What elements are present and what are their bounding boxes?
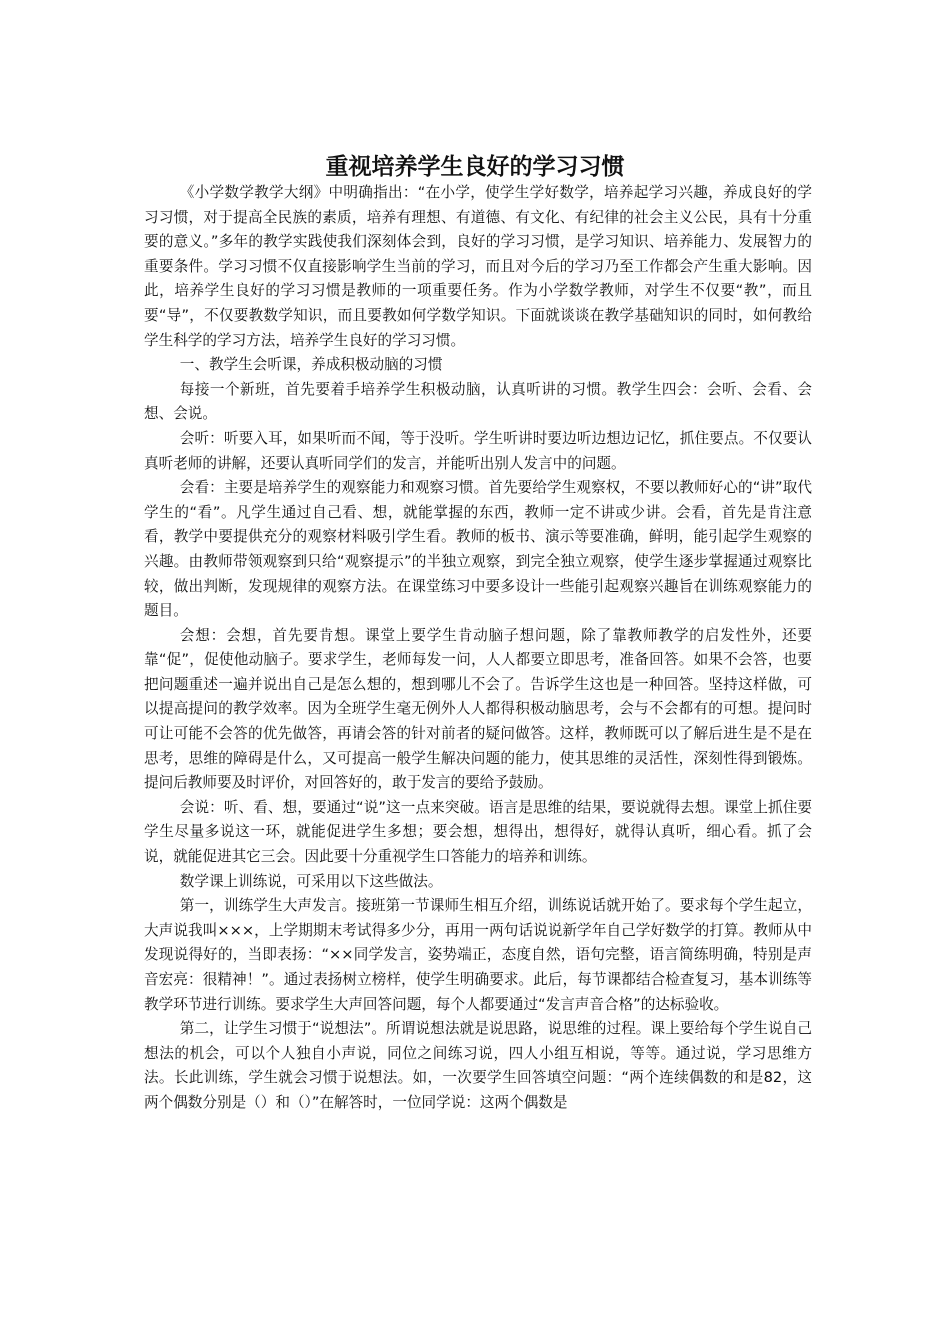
- paragraph-method-two: 第二，让学生习惯于“说想法”。所谓说想法就是说思路，说思维的过程。课上要给每个学生说自己想法的机会，可以个人独自小声说，同位之间练习说，四人小组互相说，等等。通过说，学习思维方法。长此训练，学生就会习惯于说想法。如，一次要学生回答填空问题：“两个连续偶数的和是82，这两个偶数分别是（）和（）”在解答时，一位同学说：这两个偶数是: [144, 1020, 812, 1111]
- paragraph-four-skills: 每接一个新班，首先要着手培养学生积极动脑，认真听讲的习惯。教学生四会：会听、会看、会想、会说。: [144, 380, 812, 423]
- paragraph-intro: 《小学数学教学大纲》中明确指出：“在小学，使学生学好数学，培养起学习兴趣，养成良好的学习习惯，对于提高全民族的素质，培养有理想、有道德、有文化、有纪律的社会主义公民，具有十分重要的意义。”多年的教学实践使我们深刻体会到，良好的学习习惯，是学习知识、培养能力、发展智力的重要条件。学习习惯不仅直接影响学生当前的学习，而且对今后的学习乃至工作都会产生重大影响。因此，培养学生良好的学习习惯是教师的一项重要任务。作为小学数学教师，对学生不仅要“教”，而且要“导”，不仅要教数学知识，而且要教如何学数学知识。下面就谈谈在教学基础知识的同时，如何教给学生科学的学习方法，培养学生良好的学习习惯。: [144, 184, 813, 349]
- paragraph-think: 会想：会想，首先要肯想。课堂上要学生肯动脑子想问题，除了靠教师教学的启发性外，还要靠“促”，促使他动脑子。要求学生，老师每发一问，人人都要立即思考，准备回答。如果不会答，也要把问题重述一遍并说出自己是怎么想的，想到哪儿不会了。告诉学生这也是一种回答。坚持这样做，可以提高提问的教学效率。因为全班学生毫无例外人人都得积极动脑思考，会与不会都有的可想。提问时可让可能不会答的优先做答，再请会答的针对前者的疑问做答。这样，教师既可以了解后进生是不是在思考，思维的障碍是什么，又可提高一般学生解决问题的能力，使其思维的灵活性，深刻性得到锻炼。提问后教师要及时评价，对回答好的，敢于发言的要给予鼓励。: [144, 626, 812, 792]
- document-title: 重视培养学生良好的学习习惯: [325, 153, 625, 180]
- paragraph-look: 会看：主要是培养学生的观察能力和观察习惯。首先要给学生观察权，不要以教师好心的“讲”取代学生的“看”。凡学生通过自己看、想，就能掌握的东西，教师一定不讲或少讲。会看，首先是肯注意看，教学中要提供充分的观察材料吸引学生看。教师的板书、演示等要准确，鲜明，能引起学生观察的兴趣。由教师带领观察到只给“观察提示”的半独立观察，到完全独立观察，使学生逐步掌握通过观察比较，做出判断，发现规律的观察方法。在课堂练习中要多设计一些能引起观察兴趣旨在训练观察能力的题目。: [144, 479, 812, 620]
- section-heading-listen: 一、教学生会听课，养成积极动脑的习惯: [179, 356, 443, 374]
- document-body: [144, 181, 812, 1116]
- paragraph-listen: 会听：听要入耳，如果听而不闻，等于没听。学生听讲时要边听边想边记忆，抓住要点。不仅要认真听老师的讲解，还要认真听同学们的发言，并能听出别人发言中的问题。: [144, 429, 812, 472]
- paragraph-method-one: 第一，训练学生大声发言。接班第一节课师生相互介绍，训练说话就开始了。要求每个学生起立，大声说我叫×××，上学期期末考试得多少分，再用一两句话说说新学年自己学好数学的打算。教师从中发现说得好的，当即表扬：“××同学发言，姿势端正，态度自然，语句完整，语言简练明确，特别是声音宏亮：很精神！”。通过表扬树立榜样，使学生明确要求。此后，每节课都结合检查复习，基本训练等教学环节进行训练。要求学生大声回答问题，每个人都要通过“发言声音合格”的达标验收。: [144, 897, 812, 1013]
- paragraph-methods-intro: 数学课上训练说，可采用以下这些做法。: [179, 872, 443, 890]
- paragraph-speak: 会说：听、看、想，要通过“说”这一点来突破。语言是思维的结果，要说就得去想。课堂上抓住要学生尽量多说这一环，就能促进学生多想；要会想，想得出，想得好，就得认真听，细心看。抓了会说，就能促进其它三会。因此要十分重视学生口答能力的培养和训练。: [144, 798, 812, 866]
